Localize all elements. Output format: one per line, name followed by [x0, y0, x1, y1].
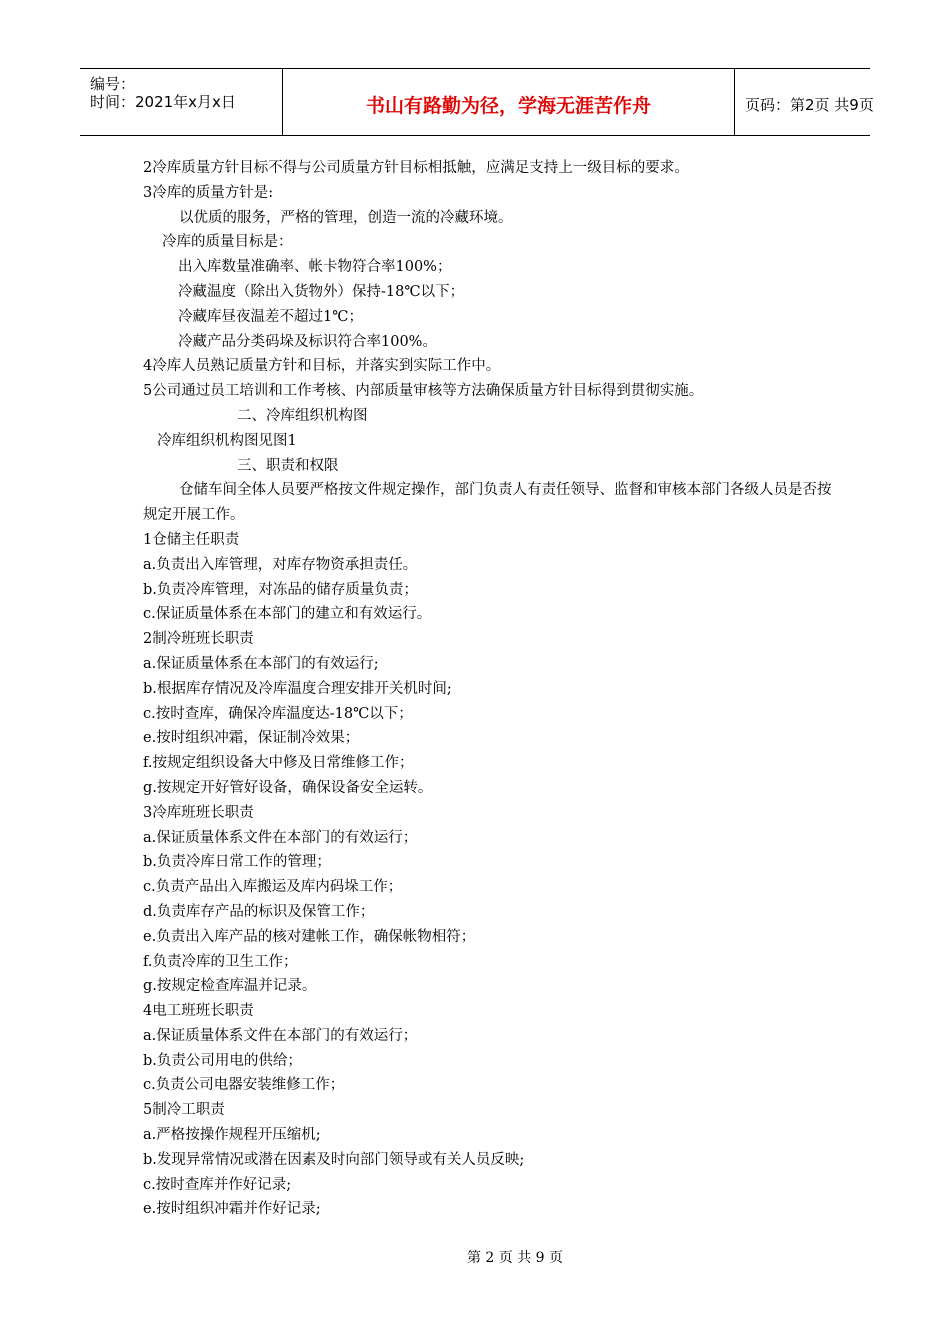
paragraph: 以优质的服务，严格的管理，创造一流的冷藏环境。 — [179, 209, 513, 226]
paragraph: 4冷库人员熟记质量方针和目标，并落实到实际工作中。 — [143, 358, 501, 375]
header-info-cell — [80, 69, 283, 135]
list-item: b.负责冷库管理，对冻品的储存质量负责； — [143, 581, 418, 598]
subsection-heading: 4电工班班长职责 — [143, 1003, 254, 1020]
page-header — [80, 68, 874, 136]
list-item: c.按时查库，确保冷库温度达-18℃以下； — [143, 705, 413, 722]
subsection-heading: 5制冷工职责 — [143, 1102, 225, 1119]
subsection-heading: 1仓储主任职责 — [143, 531, 240, 548]
page-footer: 第 2 页 共 9 页 — [466, 1250, 564, 1266]
list-item: 冷藏温度（除出入货物外）保持-18℃以下； — [178, 283, 465, 300]
list-item: a.保证质量体系文件在本部门的有效运行； — [143, 1027, 418, 1044]
paragraph: 2冷库质量方针目标不得与公司质量方针目标相抵触，应满足支持上一级目标的要求。 — [143, 160, 689, 176]
list-item: e.按时组织冲霜并作好记录; — [143, 1201, 321, 1218]
list-item: c.保证质量体系在本部门的建立和有效运行。 — [143, 606, 432, 623]
list-item: c.按时查库并作好记录; — [143, 1176, 292, 1193]
list-item: g.按规定检查库温并记录。 — [143, 978, 317, 995]
document-date-label: 时间：2021年x月x日 — [90, 93, 236, 111]
subsection-heading: 2制冷班班长职责 — [143, 631, 254, 648]
list-item: e.按时组织冲霜，保证制冷效果； — [143, 730, 360, 747]
list-item: c.负责公司电器安装维修工作； — [143, 1077, 345, 1094]
list-item: a.严格按操作规程开压缩机; — [143, 1127, 321, 1144]
paragraph: 仓储车间全体人员要严格按文件规定操作，部门负责人有责任领导、监督和审核本部门各级人员是否按规定开展工作。 — [143, 482, 832, 524]
list-item: f.负责冷库的卫生工作； — [143, 953, 298, 970]
paragraph: 5公司通过员工培训和工作考核、内部质量审核等方法确保质量方针目标得到贯彻实施。 — [143, 383, 704, 400]
list-item: f.按规定组织设备大中修及日常维修工作； — [143, 755, 414, 772]
list-item: d.负责库存产品的标识及保管工作； — [143, 903, 375, 920]
header-slogan: 书山有路勤为径，学海无涯苦作舟 — [365, 95, 651, 117]
list-item: b.根据库存情况及冷库温度合理安排开关机时间; — [143, 680, 452, 697]
list-item: 出入库数量准确率、帐卡物符合率100%； — [178, 259, 452, 276]
subsection-heading: 3冷库班班长职责 — [143, 804, 254, 821]
paragraph: 冷库组织机构图见图1 — [157, 432, 297, 449]
list-item: b.负责冷库日常工作的管理； — [143, 854, 331, 871]
list-item: a.保证质量体系在本部门的有效运行; — [143, 655, 379, 672]
section-heading: 三、职责和权限 — [237, 457, 339, 474]
header-slogan-cell — [283, 69, 735, 135]
list-item: b.负责公司用电的供给； — [143, 1052, 302, 1069]
header-page-cell — [735, 69, 874, 135]
section-heading: 二、冷库组织机构图 — [237, 407, 368, 424]
document-number-label: 编号： — [90, 75, 136, 93]
paragraph: 冷库的质量目标是： — [162, 234, 293, 251]
paragraph: 3冷库的质量方针是: — [143, 184, 274, 201]
list-item: 冷藏产品分类码垛及标识符合率100%。 — [178, 333, 437, 350]
list-item: c.负责产品出入库搬运及库内码垛工作； — [143, 879, 403, 896]
header-page-number: 页码：第2页 共9页 — [745, 96, 874, 114]
document-body — [143, 156, 833, 1222]
list-item: e.负责出入库产品的核对建帐工作，确保帐物相符； — [143, 928, 476, 945]
list-item: a.保证质量体系文件在本部门的有效运行； — [143, 829, 418, 846]
list-item: a.负责出入库管理，对库存物资承担责任。 — [143, 556, 418, 573]
list-item: 冷藏库昼夜温差不超过1℃； — [178, 308, 363, 325]
list-item: b.发现异常情况或潜在因素及时向部门领导或有关人员反映; — [143, 1151, 525, 1168]
list-item: g.按规定开好管好设备，确保设备安全运转。 — [143, 779, 433, 796]
